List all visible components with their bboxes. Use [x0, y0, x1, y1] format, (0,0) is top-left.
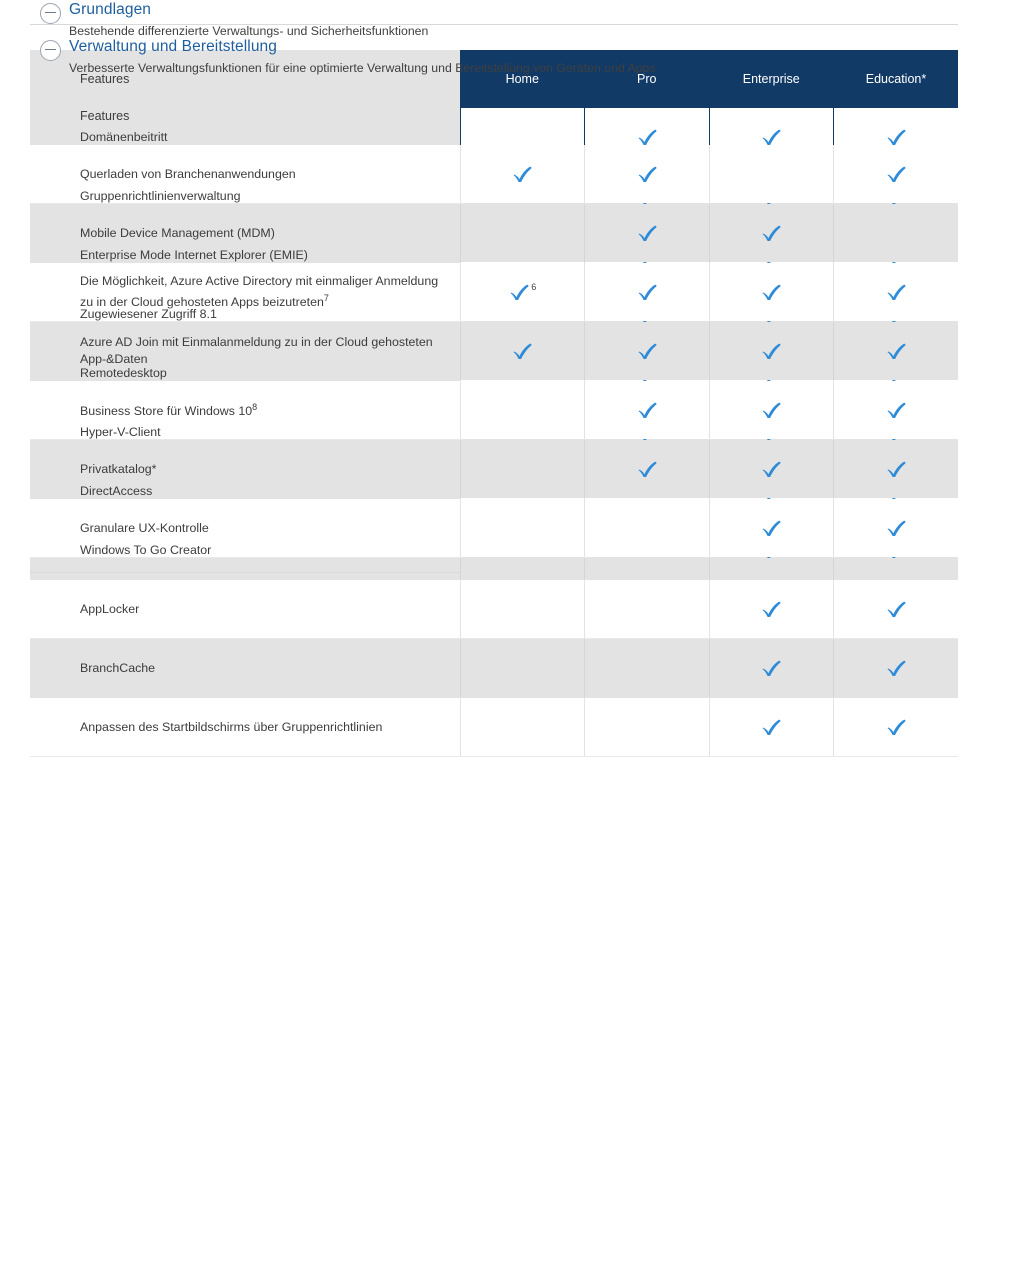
footnote-marker: 8 [252, 402, 258, 413]
checkmark-icon [760, 598, 782, 620]
availability-cell [834, 263, 959, 322]
checkmark-icon [636, 281, 658, 303]
availability-cell [709, 440, 834, 499]
column-header-home: Home [460, 50, 585, 108]
feature-label: Hyper-V-Client [30, 403, 460, 462]
checkmark-icon [760, 458, 782, 480]
feature-label: Business Store für Windows $10^8$ [30, 381, 460, 440]
section-header [30, 0, 958, 40]
availability-cell [709, 698, 834, 757]
section-subtitle: Bestehende differenzierte Verwaltungs- und Sicherheitsfunktionen [69, 24, 429, 38]
feature-label: Zugewiesener Zugriff 8.1 [30, 285, 460, 344]
footnote-marker: 6 [531, 282, 537, 293]
availability-cell [585, 381, 710, 440]
availability-cell [834, 499, 959, 558]
feature-label: BranchCache [30, 639, 460, 698]
availability-cell [585, 440, 710, 499]
feature-label: DirectAccess [30, 462, 460, 521]
checkmark-icon [885, 716, 907, 738]
feature-label: Azure AD Join mit Einmalanmeldung zu in der Cloud gehosteten App-&Daten [30, 322, 460, 381]
feature-label: Gruppenrichtlinienverwaltung [30, 167, 460, 226]
feature-label: Anpassen des Startbildschirms über Gruppenrichtlinien [30, 698, 460, 757]
feature-label: Windows To Go Creator [30, 521, 460, 580]
checkmark-icon [511, 163, 533, 185]
availability-cell [460, 440, 585, 499]
checkmark-icon [508, 281, 530, 303]
availability-cell [709, 145, 834, 204]
availability-cell [460, 204, 585, 263]
checkmark-icon [760, 281, 782, 303]
availability-cell [585, 263, 710, 322]
checkmark-icon [760, 222, 782, 244]
feature-label: Remotedesktop [30, 344, 460, 403]
checkmark-icon [636, 399, 658, 421]
availability-cell [834, 580, 959, 639]
checkmark-icon [760, 657, 782, 679]
column-header-features: Features [30, 50, 460, 108]
checkmark-icon [885, 340, 907, 362]
availability-cell [709, 204, 834, 263]
checkmark-icon [885, 399, 907, 421]
availability-cell [585, 322, 710, 381]
availability-cell [709, 639, 834, 698]
checkmark-icon [885, 458, 907, 480]
checkmark-icon [885, 517, 907, 539]
column-header-education: Education* [834, 50, 959, 108]
availability-cell [709, 263, 834, 322]
availability-cell [460, 499, 585, 558]
availability-cell [709, 322, 834, 381]
checkmark-icon [885, 163, 907, 185]
table-row [30, 381, 958, 440]
availability-cell [460, 263, 585, 322]
table-row [30, 440, 958, 499]
availability-cell [834, 440, 959, 499]
availability-cell [834, 204, 959, 263]
availability-cell [460, 580, 585, 639]
availability-cell [834, 381, 959, 440]
availability-cell [834, 145, 959, 204]
availability-cell [585, 639, 710, 698]
availability-cell [709, 381, 834, 440]
section-subtitle: Verbesserte Verwaltungsfunktionen für eine optimierte Verwaltung und Bereitstellung von Geräten und Apps [69, 61, 656, 75]
feature-label: Domänenbeitritt [30, 108, 460, 167]
feature-label: Querladen von Branchenanwendungen [30, 145, 460, 204]
column-header-enterprise: Enterprise [709, 50, 834, 108]
availability-cell [585, 499, 710, 558]
availability-cell [585, 204, 710, 263]
minus-circle-icon[interactable] [40, 40, 61, 61]
feature-label: Granulare UX-Kontrolle [30, 499, 460, 558]
checkmark-icon [760, 399, 782, 421]
availability-cell [834, 639, 959, 698]
availability-cell [834, 698, 959, 757]
feature-label: Privatkatalog* [30, 440, 460, 499]
availability-cell [460, 698, 585, 757]
column-header-features: Features [30, 87, 460, 145]
checkmark-icon [885, 598, 907, 620]
feature-label: AppLocker [30, 580, 460, 639]
checkmark-icon [511, 340, 533, 362]
availability-cell [460, 322, 585, 381]
availability-cell [585, 580, 710, 639]
table-row [30, 639, 958, 698]
feature-label: Mobile Device Management (MDM) [30, 204, 460, 263]
table-row [30, 580, 958, 639]
checkmark-icon [760, 517, 782, 539]
column-header-pro: Pro [585, 50, 710, 108]
section-title: Grundlagen [69, 1, 152, 18]
availability-cell [460, 381, 585, 440]
feature-label: Die Möglichkeit, Azure Active Directory mit einmaliger Anmeldung zu in der Cloud gehosteten Apps beizutreten$^7$ [30, 263, 460, 322]
checkmark-icon [636, 222, 658, 244]
checkmark-icon [885, 657, 907, 679]
table-row [30, 322, 958, 381]
checkmark-icon [636, 458, 658, 480]
table-row [30, 698, 958, 757]
checkmark-icon [885, 281, 907, 303]
checkmark-icon [760, 340, 782, 362]
availability-cell [460, 145, 585, 204]
availability-cell [585, 698, 710, 757]
availability-cell [709, 580, 834, 639]
availability-cell [709, 499, 834, 558]
section-header [30, 37, 958, 77]
checkmark-icon [636, 163, 658, 185]
availability-cell [585, 145, 710, 204]
footnote-marker: 7 [323, 292, 329, 303]
availability-cell [460, 639, 585, 698]
feature-label: Enterprise Mode Internet Explorer (EMIE) [30, 226, 460, 285]
availability-cell [834, 322, 959, 381]
checkmark-icon [636, 340, 658, 362]
section-title: Verwaltung und Bereitstellung [69, 38, 277, 55]
comparison-table-verwaltung [30, 87, 958, 558]
checkmark-icon [760, 716, 782, 738]
minus-circle-icon[interactable] [40, 3, 61, 24]
